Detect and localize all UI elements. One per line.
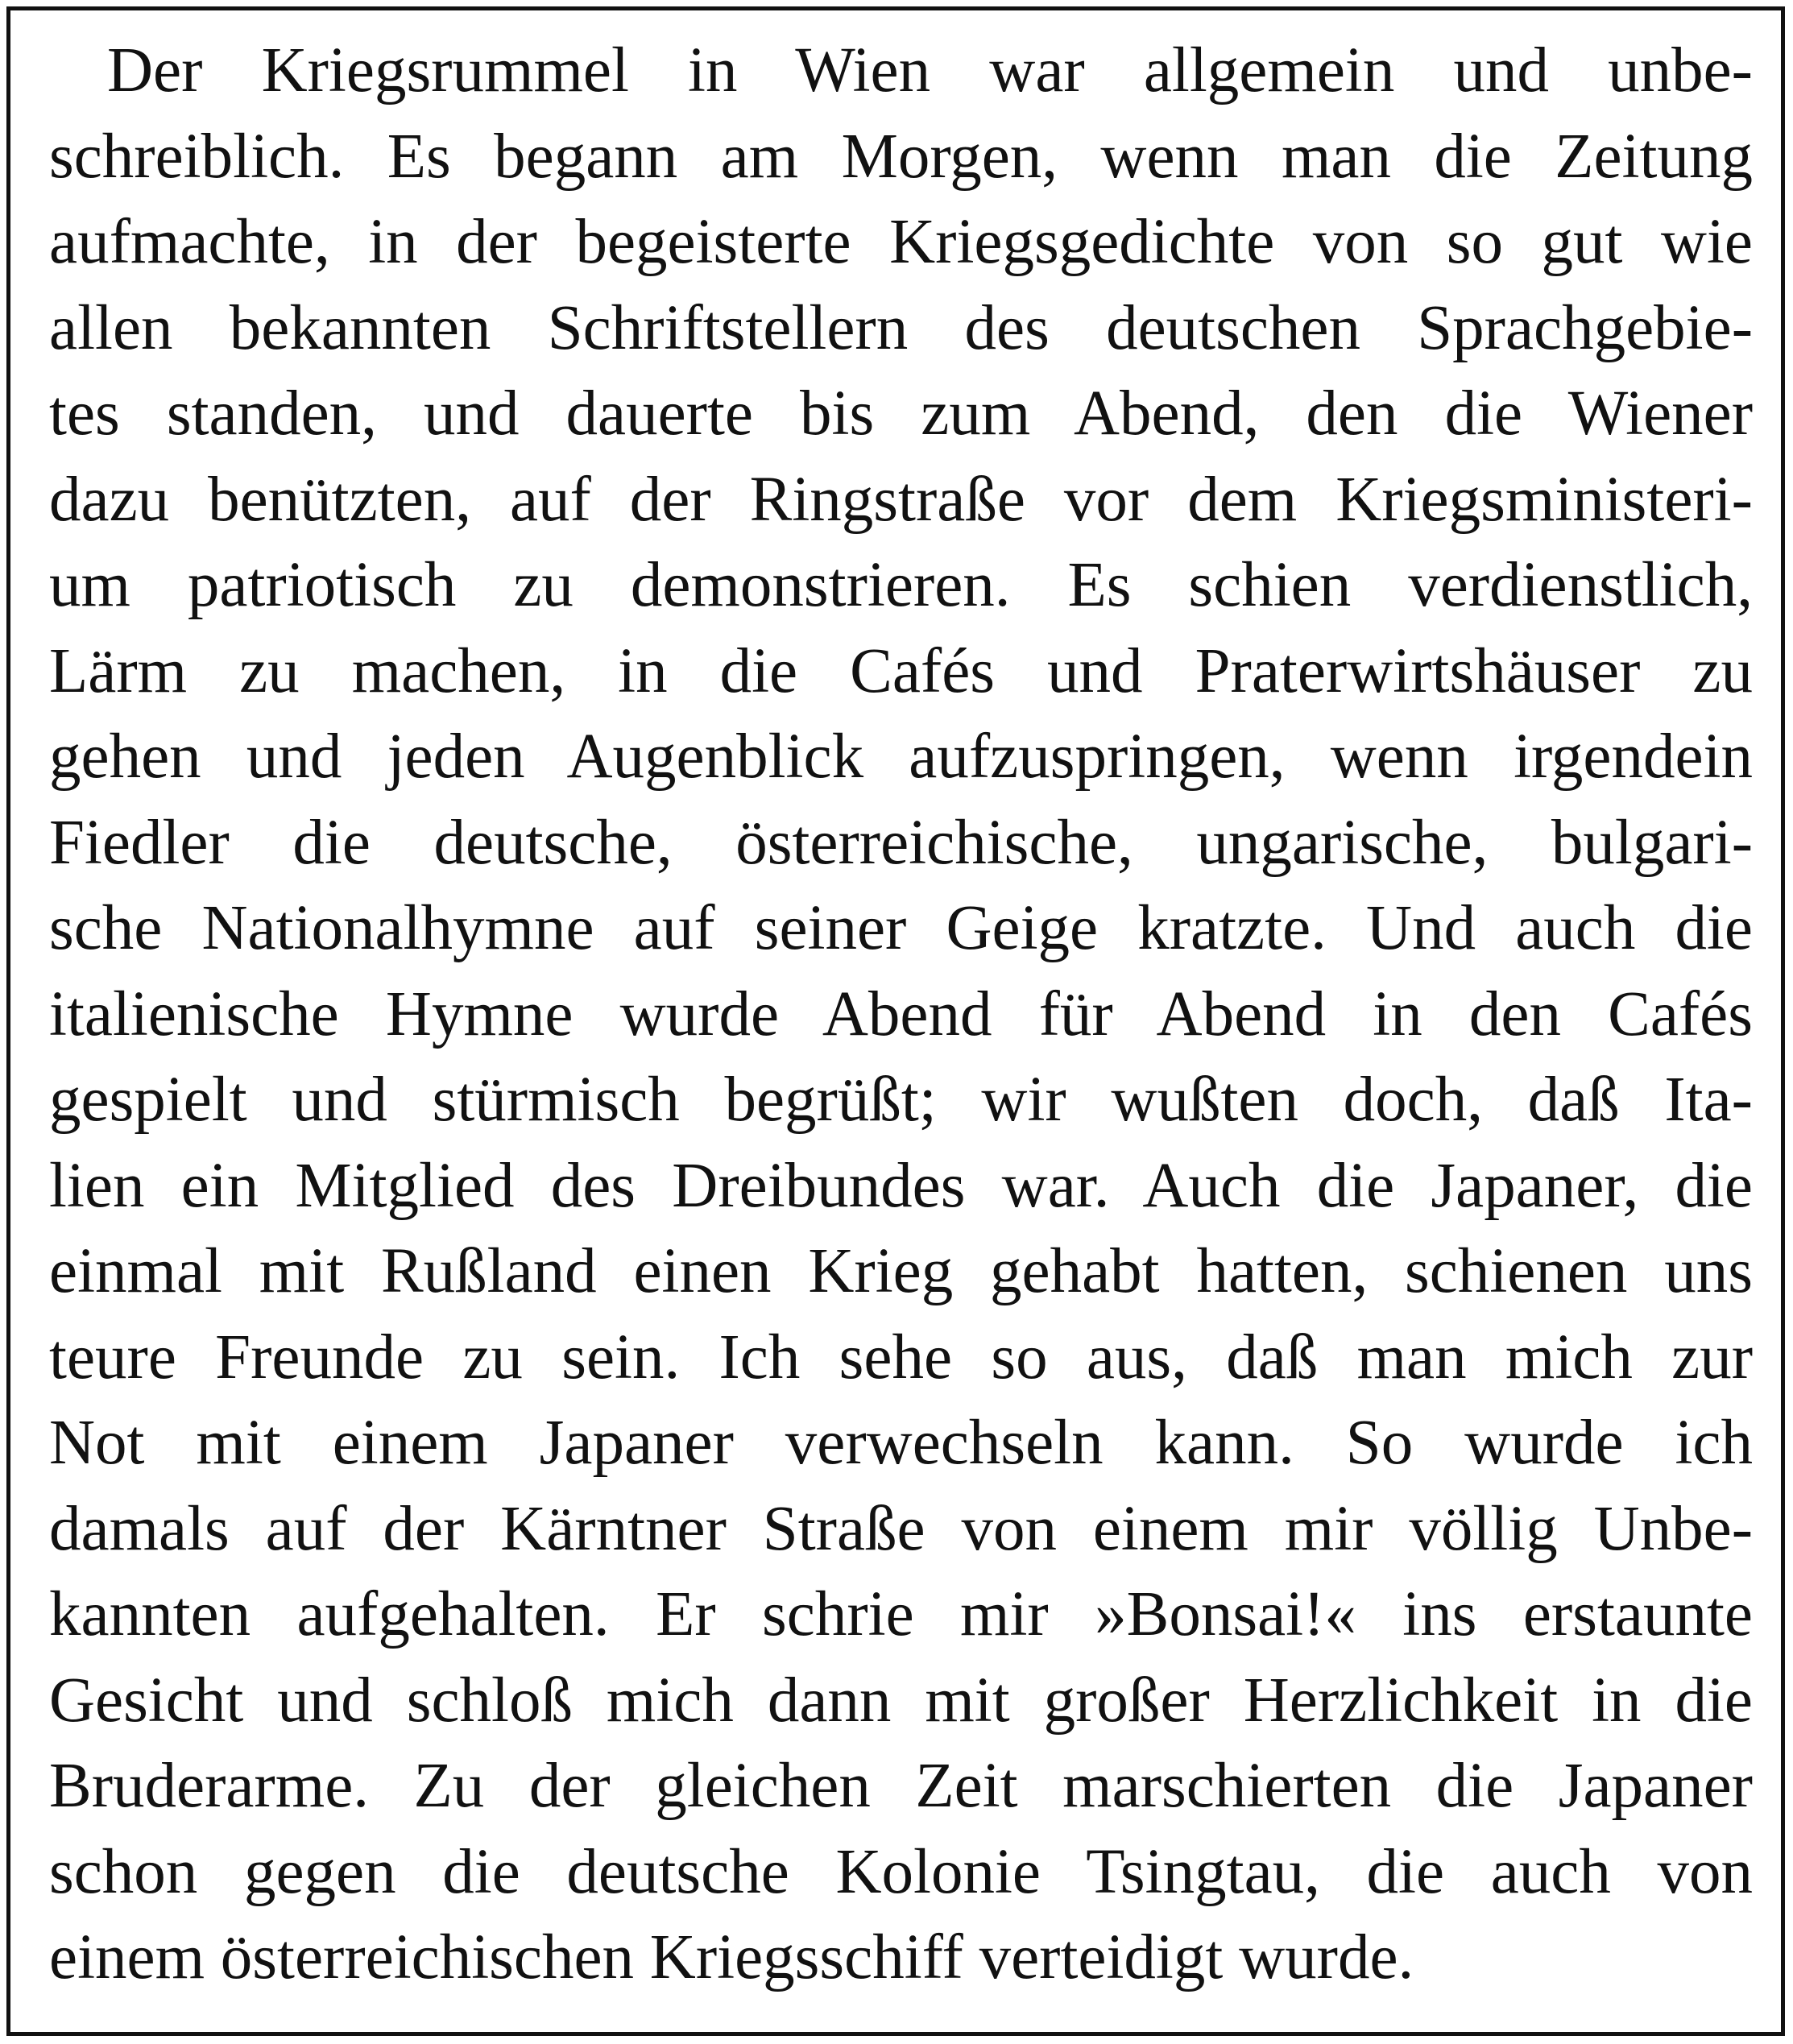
text-line: um patriotisch zu demonstrieren. Es schien verdienstlich,	[49, 550, 1753, 620]
page-frame	[6, 6, 1785, 2036]
text-line: kannten aufgehalten. Er schrie mir »Bonsai!« ins erstaunte	[49, 1579, 1753, 1649]
text-line: einmal mit Rußland einen Krieg gehabt hatten, schienen uns	[49, 1236, 1753, 1306]
text-line: schon gegen die deutsche Kolonie Tsingtau, die auch von	[49, 1836, 1753, 1907]
text-line: sche Nationalhymne auf seiner Geige kratzte. Und auch die	[49, 893, 1753, 963]
text-line: Bruderarme. Zu der gleichen Zeit marschierten die Japaner	[49, 1751, 1753, 1821]
text-line: schreiblich. Es begann am Morgen, wenn man die Zeitung	[49, 121, 1753, 192]
text-line: italienische Hymne wurde Abend für Abend in den Cafés	[49, 979, 1753, 1049]
text-line: dazu benützten, auf der Ringstraße vor dem Kriegsministeri-	[49, 464, 1753, 535]
text-line: tes standen, und dauerte bis zum Abend, den die Wiener	[49, 379, 1753, 449]
text-line: gehen und jeden Augenblick aufzuspringen, wenn irgendein	[49, 722, 1753, 792]
text-line: teure Freunde zu sein. Ich sehe so aus, daß man mich zur	[49, 1322, 1753, 1392]
text-line: Fiedler die deutsche, österreichische, ungarische, bulgari-	[49, 807, 1753, 878]
paragraph	[49, 28, 1753, 2001]
text-line: lien ein Mitglied des Dreibundes war. Auch die Japaner, die	[49, 1150, 1753, 1221]
text-line: Not mit einem Japaner verwechseln kann. So wurde ich	[49, 1408, 1753, 1478]
text-line: gespielt und stürmisch begrüßt; wir wußten doch, daß Ita-	[49, 1065, 1753, 1135]
text-line: Gesicht und schloß mich dann mit großer Herzlichkeit in die	[49, 1665, 1753, 1736]
text-line: aufmachte, in der begeisterte Kriegsgedichte von so gut wie	[49, 207, 1753, 277]
text-line: einem österreichischen Kriegsschiff verteidigt wurde.	[49, 1922, 1414, 1992]
text-line: allen bekannten Schriftstellern des deutschen Sprachgebie-	[49, 292, 1753, 363]
text-line: Lärm zu machen, in die Cafés und Praterwirtshäuser zu	[49, 635, 1753, 706]
text-line: damals auf der Kärntner Straße von einem mir völlig Unbe-	[49, 1493, 1753, 1564]
text-line: Der Kriegsrummel in Wien war allgemein und unbe-	[107, 35, 1753, 106]
